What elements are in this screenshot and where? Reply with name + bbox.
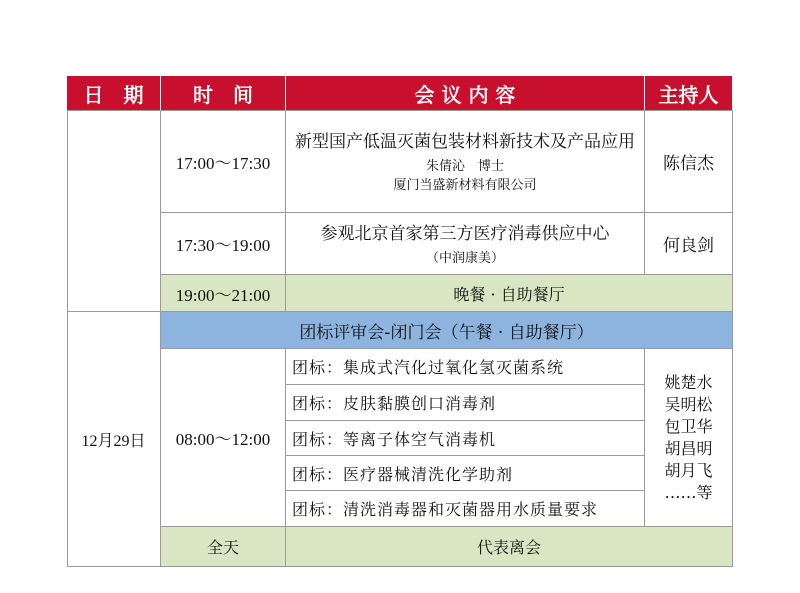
- row1-host: 陈信杰: [663, 154, 714, 174]
- grid-line: [161, 348, 733, 349]
- header-date: 日 期: [67, 76, 160, 110]
- host-name: 吴明松: [664, 394, 713, 414]
- header-time: 时 间: [161, 76, 285, 110]
- row3-time: 19:00～21:00: [161, 275, 285, 311]
- row1-time: 17:00～17:30: [175, 154, 271, 173]
- grid-line: [67, 110, 733, 111]
- grid-line: [161, 212, 733, 213]
- row2-sub: （中润康美）: [425, 250, 504, 266]
- agenda-item: 团标：皮肤黏膜创口消毒剂: [292, 394, 497, 413]
- row2-host: 何良剑: [663, 236, 714, 256]
- grid-line: [286, 420, 644, 421]
- grid-line: [161, 526, 733, 527]
- agenda-item: 团标：医疗器械清洗化学助剂: [292, 464, 514, 484]
- day2-banner: [161, 312, 732, 348]
- agenda-item: 团标：等离子体空气消毒机: [292, 429, 497, 449]
- grid-line: [644, 110, 645, 275]
- grid-line: [67, 311, 733, 312]
- allday-content: 代表离会: [286, 527, 732, 566]
- header-host: 主持人: [645, 76, 732, 110]
- row3-content: 晚餐 · 自助餐厅: [286, 275, 732, 311]
- row1-title: 新型国产低温灭菌包装材料新技术及产品应用: [295, 132, 635, 152]
- grid-line: [285, 110, 286, 312]
- grid-line: [67, 110, 68, 567]
- row2-content: [286, 213, 644, 274]
- grid-line: [286, 490, 644, 491]
- allday-time: 全天: [161, 527, 285, 566]
- host-name: 姚楚水: [664, 372, 713, 392]
- banner-main: 团标评审会-闭门会: [299, 322, 442, 343]
- host-name: ……等: [664, 482, 713, 502]
- day2-hosts: [645, 349, 732, 526]
- row1-content: [286, 111, 644, 212]
- grid-line: [286, 455, 644, 456]
- agenda-item: 团标：集成式汽化过氧化氢灭菌系统: [292, 358, 565, 377]
- grid-line: [286, 384, 644, 385]
- row2-time: 17:30～19:00: [175, 236, 271, 255]
- banner-sub: （午餐 · 自助餐厅）: [441, 322, 594, 343]
- grid-line: [67, 566, 733, 567]
- host-name: 包卫华: [664, 416, 713, 436]
- row1-company: 厦门当盛新材料有限公司: [393, 178, 537, 193]
- header-content: 会 议 内 容: [286, 76, 644, 110]
- row2-title: 参观北京首家第三方医疗消毒供应中心: [320, 223, 610, 244]
- grid-line: [161, 274, 733, 275]
- agenda-item: 团标：清洗消毒器和灭菌器用水质量要求: [292, 500, 599, 519]
- grid-line: [644, 348, 645, 527]
- day2-time: 08:00～12:00: [175, 430, 271, 449]
- day2-date: 12月29日: [81, 432, 146, 450]
- host-name: 胡月飞: [664, 460, 713, 480]
- row1-speaker: 朱倩沁 博士: [425, 159, 504, 174]
- grid-line: [732, 110, 733, 567]
- host-name: 胡昌明: [664, 438, 713, 458]
- grid-line: [160, 110, 161, 567]
- grid-line: [285, 348, 286, 567]
